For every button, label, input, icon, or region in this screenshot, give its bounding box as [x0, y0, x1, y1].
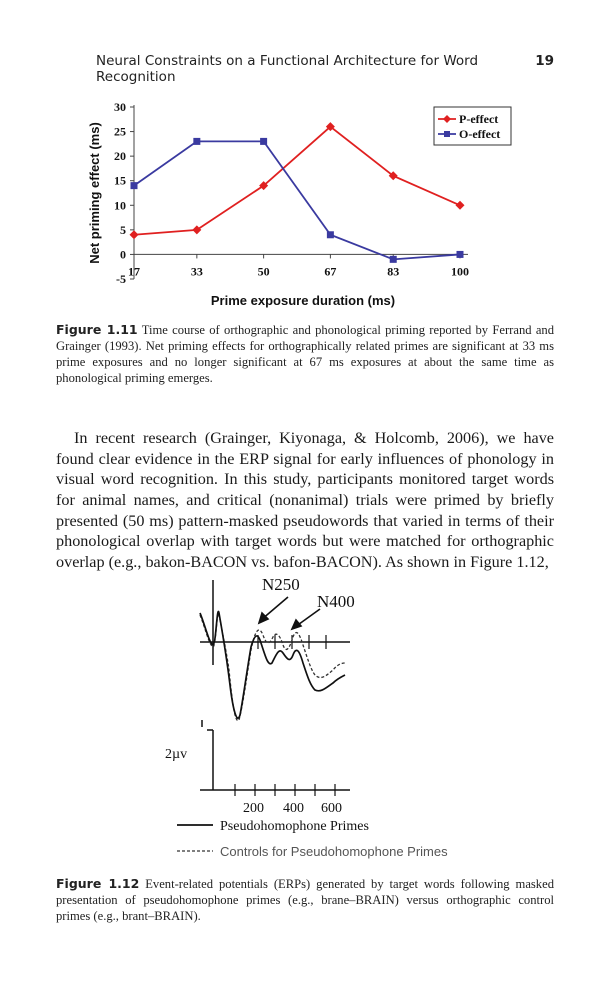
y-tick-label: 25: [114, 124, 126, 139]
y-tick-label: 15: [114, 173, 126, 188]
legend-solid-label: Pseudohomophone Primes: [220, 819, 369, 834]
erp-figure: [155, 575, 455, 875]
scale-label: 2µv: [165, 747, 188, 762]
figure-label: Figure 1.12: [56, 876, 140, 891]
y-tick-label: -5: [116, 272, 126, 286]
n250-arrow: [259, 597, 288, 623]
o-effect-point: [457, 251, 464, 258]
o-effect-point: [390, 256, 397, 263]
body-paragraph: In recent research (Grainger, Kiyonaga, & Holcomb, 2006), we have found clear evidence in the ERP signal for early influences of phonology in visual word recognition. In this study, participants monitored target words for animal names, and critical (nonanimal) trials were primed by briefly presented (50 ms) pattern-masked pseudowords that varied in terms of their phonological overlap with target words but were matched for orthographic overlap (e.g., bakon-BACON vs. bafon-BACON). As shown in Figure 1.12,: [56, 429, 554, 571]
x-tick-label: 50: [257, 264, 270, 279]
o-effect-point: [193, 138, 200, 145]
y-tick-label: 10: [114, 198, 126, 213]
o-effect-line: [134, 141, 460, 259]
y-axis-label: Net priming effect (ms): [87, 122, 102, 264]
x-tick-label: 83: [387, 264, 400, 279]
n250-label: N250: [262, 575, 300, 594]
x-axis-label: Prime exposure duration (ms): [210, 293, 396, 308]
priming-line-chart: [85, 95, 525, 317]
figure-caption-text: Event-related potentials (ERPs) generated by target words following masked presentation of pseudohomophone primes (e.g., brane–BRAIN) versus orthographic control primes (e.g., brant–BRAIN).: [56, 877, 554, 923]
o-effect-legend-marker: [444, 131, 450, 137]
figure-1-11-caption: [56, 322, 554, 386]
y-tick-label: 5: [120, 222, 126, 237]
x-tick-label: 33: [190, 264, 203, 279]
time-tick-600: 600: [321, 801, 342, 816]
time-tick-200: 200: [243, 801, 264, 816]
x-tick-label: 100: [451, 264, 469, 279]
erp-pseudohomophone-waveform: [200, 611, 345, 718]
x-tick-label: 67: [324, 264, 337, 279]
legend-dotted-label: Controls for Pseudohomophone Primes: [220, 844, 448, 859]
x-tick-label: 17: [128, 264, 140, 279]
p-effect-line: [134, 127, 460, 235]
p-effect-legend-label: P-effect: [459, 112, 499, 126]
chart-legend: [434, 107, 511, 145]
o-effect-point: [327, 231, 334, 238]
time-tick-400: 400: [283, 801, 304, 816]
running-title: Neural Constraints on a Functional Architecture for Word Recognition: [96, 53, 479, 85]
o-effect-point: [131, 182, 138, 189]
running-header: [96, 53, 554, 85]
p-effect-point: [130, 230, 139, 239]
figure-caption-text: Time course of orthographic and phonological priming reported by Ferrand and Grainger (1993). Net priming effects for orthographically related primes are significant at 33 ms prime exposures and no longer significant at 67 ms exposures at about the same time as phonological priming emerges.: [56, 323, 555, 385]
n400-label: N400: [317, 592, 355, 611]
y-tick-label: 0: [120, 247, 126, 262]
p-effect-point: [456, 201, 465, 210]
y-tick-label: 20: [114, 149, 126, 164]
figure-1-12-caption: [56, 876, 554, 924]
figure-label: Figure 1.11: [56, 322, 138, 337]
o-effect-point: [260, 138, 267, 145]
page-number: 19: [535, 53, 554, 69]
o-effect-legend-label: O-effect: [459, 127, 501, 141]
n400-arrow: [292, 609, 320, 629]
y-tick-label: 30: [114, 100, 126, 114]
